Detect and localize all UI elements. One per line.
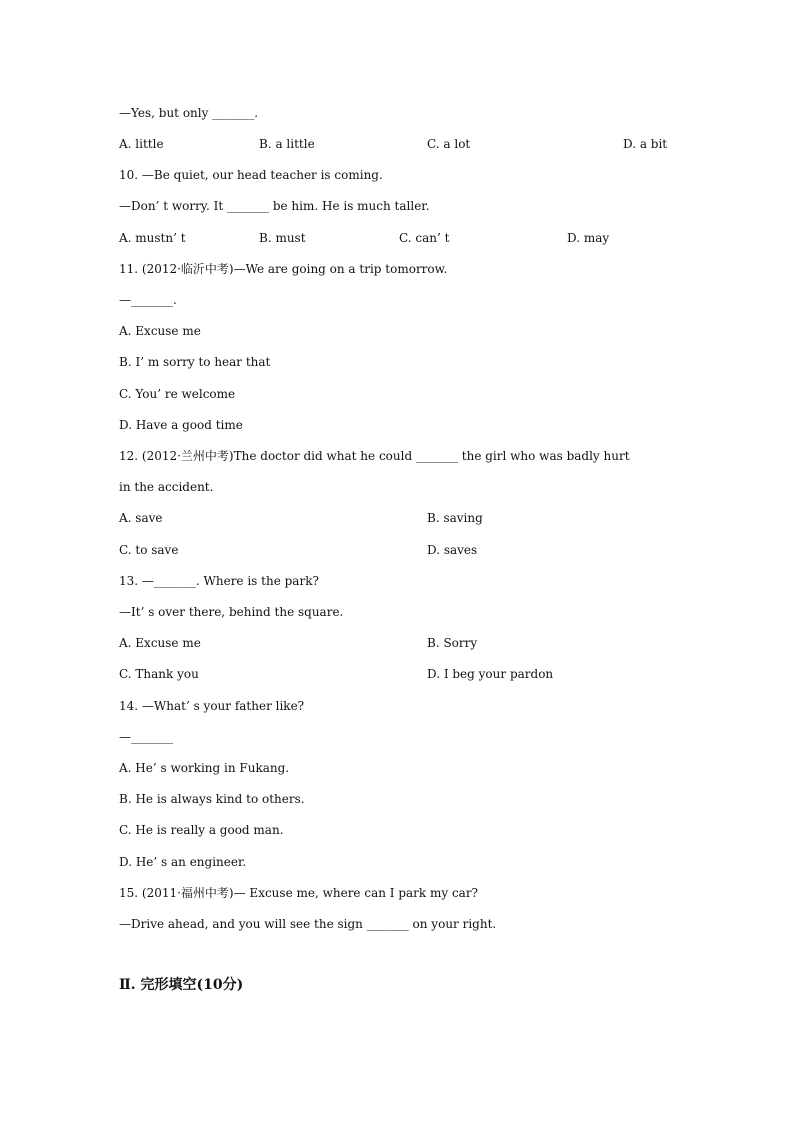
q10-option-c: C. can’ t (399, 231, 450, 245)
q11-question: 11. (2012·临沂中考)—We are going on a trip tomorrow. (119, 262, 448, 276)
q10-question: 10. —Be quiet, our head teacher is coming. (119, 168, 383, 182)
q12-option-b: B. saving (427, 511, 483, 525)
q12-question: 12. (2012·兰州中考)The doctor did what he could _______ the girl who was badly hurt (119, 449, 630, 463)
q9-option-c: C. a lot (427, 137, 471, 151)
q9-option-a: A. little (119, 137, 164, 151)
q15-question: 15. (2011·福州中考)— Excuse me, where can I park my car? (119, 886, 478, 900)
q9-option-b: B. a little (259, 137, 315, 151)
q13-answer-line: —It’ s over there, behind the square. (119, 605, 344, 619)
q14-option-d: D. He’ s an engineer. (119, 855, 247, 869)
q13-question: 13. —_______. Where is the park? (119, 574, 319, 588)
q11-option-a: A. Excuse me (119, 324, 201, 338)
q13-option-a: A. Excuse me (119, 636, 201, 650)
q9-answer-line: —Yes, but only _______. (119, 106, 259, 120)
q11-option-b: B. I’ m sorry to hear that (119, 355, 271, 369)
q13-option-c: C. Thank you (119, 667, 199, 681)
q14-answer-line: —_______ (119, 730, 173, 744)
q14-option-a: A. He’ s working in Fukang. (119, 761, 290, 775)
q11-answer-line: —_______. (119, 293, 177, 307)
q9-option-d: D. a bit (623, 137, 668, 151)
q13-option-d: D. I beg your pardon (427, 667, 554, 681)
q14-question: 14. —What’ s your father like? (119, 699, 305, 713)
q10-option-b: B. must (259, 231, 306, 245)
q12-option-c: C. to save (119, 543, 179, 557)
q10-answer-line: —Don’ t worry. It _______ be him. He is much taller. (119, 199, 430, 213)
section-heading-cloze: Ⅱ. 完形填空(10分) (119, 977, 244, 993)
q14-option-c: C. He is really a good man. (119, 823, 284, 837)
q15-answer-line: —Drive ahead, and you will see the sign _______ on your right. (119, 917, 497, 931)
q10-option-d: D. may (567, 231, 610, 245)
q14-option-b: B. He is always kind to others. (119, 792, 305, 806)
q11-option-d: D. Have a good time (119, 418, 243, 432)
q11-option-c: C. You’ re welcome (119, 387, 236, 401)
q13-option-b: B. Sorry (427, 636, 478, 650)
q12-option-d: D. saves (427, 543, 478, 557)
q10-option-a: A. mustn’ t (119, 231, 186, 245)
q12-question-cont: in the accident. (119, 480, 214, 494)
q12-option-a: A. save (119, 511, 163, 525)
